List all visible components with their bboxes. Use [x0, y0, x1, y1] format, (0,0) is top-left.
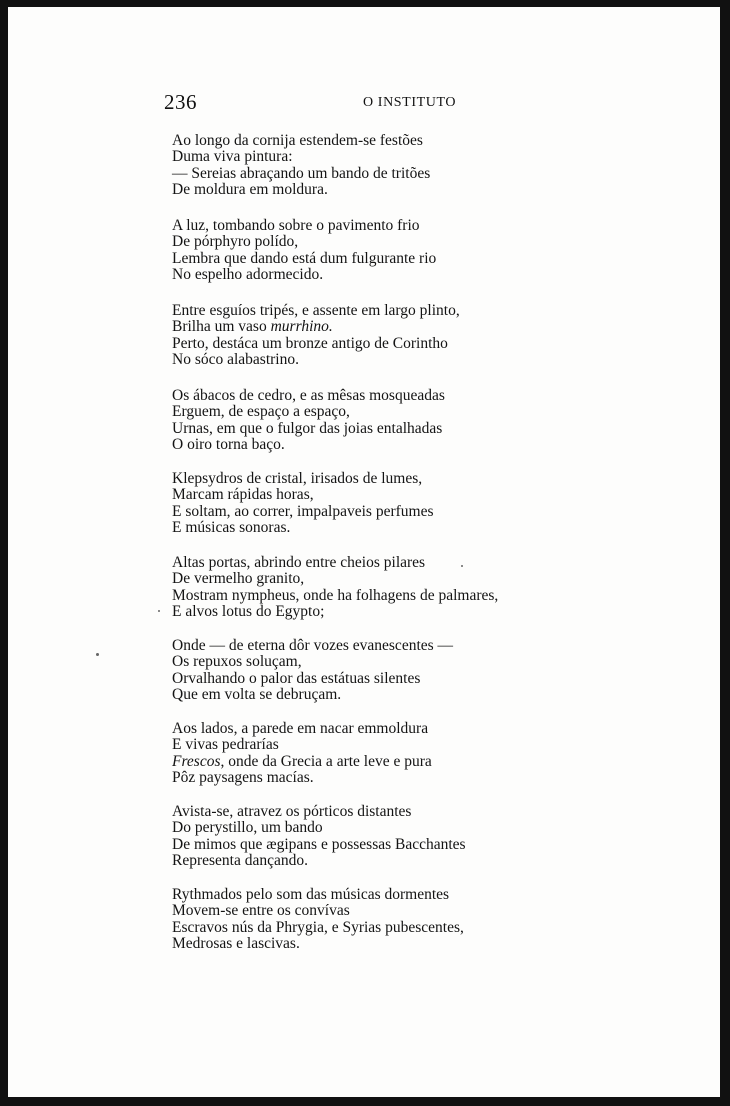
stanza [172, 218, 436, 284]
stanza [172, 638, 453, 704]
verse-line: Entre esguíos tripés, e assente em largo plinto, [172, 302, 460, 319]
verse-line: E alvos lotus do Egypto; [172, 603, 325, 621]
verse-line: E soltam, ao correr, impalpaveis perfumes [172, 502, 434, 520]
verse-line: Altas portas, abrindo entre cheios pilares [172, 554, 426, 571]
verse-text: , onde da Grecia a arte leve e pura [220, 752, 432, 770]
verse-line: Klepsydros de cristal, irisados de lumes, [172, 470, 423, 487]
verse-line: Lembra que dando está dum fulgurante rio [172, 249, 437, 267]
verse-line: Os repuxos soluçam, [172, 653, 302, 671]
verse-line: Rythmados pelo som das músicas dormentes [172, 886, 450, 903]
verse-line [172, 319, 460, 335]
verse-line: De pórphyro polído, [172, 233, 299, 251]
verse-line: Os ábacos de cedro, e as mêsas mosqueadas [172, 387, 445, 404]
verse-line: Movem-se entre os convívas [172, 902, 350, 920]
stanza [172, 887, 464, 953]
verse-line: A luz, tombando sobre o pavimento frio [172, 217, 420, 234]
verse-line: De moldura em moldura. [172, 181, 328, 199]
page-number: 236 [164, 90, 197, 114]
verse-line: Onde — de eterna dôr vozes evanescentes — [172, 637, 454, 654]
verse-line: Que em volta se debruçam. [172, 686, 342, 704]
verse-line: Aos lados, a parede em nacar emmoldura [172, 720, 429, 737]
verse-line: De vermelho granito, [172, 570, 305, 588]
scan-speck [96, 653, 99, 656]
stanza [172, 555, 498, 621]
verse-line: Escravos nús da Phrygia, e Syrias pubescentes, [172, 918, 464, 936]
italic-word: murrhino. [270, 318, 333, 336]
italic-word: Frescos [172, 752, 221, 770]
stanza [172, 804, 466, 870]
running-title: O INSTITUTO [363, 95, 457, 110]
verse-line: Avista-se, atravez os pórticos distantes [172, 803, 412, 820]
verse-line: Ao longo da cornija estendem-se festões [172, 132, 423, 149]
verse-line: Do perystillo, um bando [172, 819, 323, 837]
verse-line: No sóco alabastrino. [172, 351, 299, 369]
stanza [172, 721, 432, 787]
verse-line: Duma viva pintura: [172, 148, 293, 166]
verse-text: Brilha um vaso [172, 318, 271, 336]
verse-line [172, 754, 432, 770]
stanza [172, 133, 430, 199]
verse-line: Urnas, em que o fulgor das joias entalhadas [172, 419, 443, 437]
verse-line: Mostram nympheus, onde ha folhagens de palmares, [172, 586, 499, 604]
verse-line: E vivas pedrarías [172, 736, 279, 754]
verse-line: Medrosas e lascivas. [172, 935, 300, 953]
verse-line: O oiro torna baço. [172, 436, 285, 454]
verse-line: — Sereias abraçando um bando de tritões [172, 164, 431, 182]
verse-line: Representa dançando. [172, 852, 308, 870]
scan-speck [158, 610, 160, 612]
scan-speck [461, 565, 463, 567]
verse-line: E músicas sonoras. [172, 519, 291, 537]
verse-line: No espelho adormecido. [172, 266, 324, 284]
stanza [172, 388, 445, 454]
verse-line: Orvalhando o palor das estátuas silentes [172, 669, 421, 687]
verse-line: Marcam rápidas horas, [172, 486, 314, 504]
verse-line: Pôz paysagens macías. [172, 769, 314, 787]
stanza [172, 303, 460, 369]
verse-line: De mimos que ægipans e possessas Bacchantes [172, 835, 466, 853]
verse-line: Perto, destáca um bronze antigo de Corintho [172, 334, 448, 352]
verse-line: Erguem, de espaço a espaço, [172, 403, 350, 421]
stanza [172, 471, 434, 537]
